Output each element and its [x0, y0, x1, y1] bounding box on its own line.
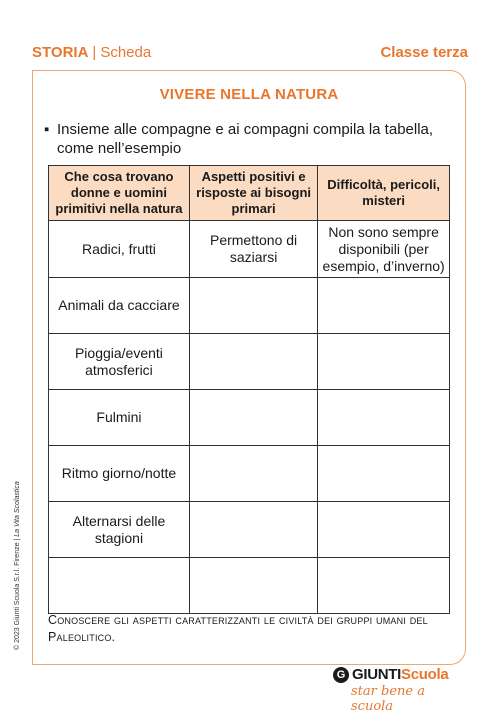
table-cell: Ritmo giorno/notte	[49, 446, 190, 502]
table-row	[49, 558, 450, 614]
brand-name-accent: Scuola	[401, 666, 449, 683]
card-left-rule	[32, 70, 33, 665]
table-cell: Animali da cacciare	[49, 278, 190, 334]
column-header: Aspetti positivi e risposte ai bisogni primari	[189, 166, 317, 221]
table-cell-input[interactable]	[318, 502, 450, 558]
table-cell-input[interactable]	[189, 334, 317, 390]
table-cell-input[interactable]	[318, 278, 450, 334]
table-cell-input[interactable]	[189, 390, 317, 446]
column-header: Difficoltà, pericoli, misteri	[318, 166, 450, 221]
copyright-notice	[14, 481, 21, 650]
learning-objective: Conoscere gli aspetti caratterizzanti le civiltà dei gruppi umani del Paleolitico.	[48, 613, 428, 644]
publisher-logo	[333, 666, 468, 714]
table-cell: Pioggia/eventi atmosferici	[49, 334, 190, 390]
table-cell-input[interactable]	[49, 558, 190, 614]
copyright-text: © 2023 Giunti Scuola S.r.l. Firenze |	[14, 538, 21, 650]
publication-name: La Vita Scolastica	[14, 481, 21, 537]
table-cell-input[interactable]	[318, 558, 450, 614]
table-cell: Fulmini	[49, 390, 190, 446]
table-row	[49, 390, 450, 446]
table-cell-input[interactable]	[318, 334, 450, 390]
table-cell-input[interactable]	[189, 558, 317, 614]
table-cell-input[interactable]	[189, 278, 317, 334]
table-cell-input[interactable]	[189, 446, 317, 502]
table-cell: Radici, frutti	[49, 221, 190, 278]
brand-tagline: star bene a scuola	[351, 684, 425, 714]
table-cell: Alternarsi delle stagioni	[49, 502, 190, 558]
table-row	[49, 446, 450, 502]
table-row	[49, 502, 450, 558]
bullet-marker: ▪	[44, 121, 50, 138]
column-header: Che cosa trovano donne e uomini primitivi nella natura	[49, 166, 190, 221]
page-header	[32, 44, 468, 64]
table-cell-input[interactable]	[318, 446, 450, 502]
subject-separator: |	[92, 44, 97, 61]
table-row	[49, 278, 450, 334]
table-cell: Non sono sempre disponibili (per esempio, d’inverno)	[318, 221, 450, 278]
worksheet-title: VIVERE NELLA NATURA	[159, 86, 339, 103]
subject-label	[32, 44, 151, 61]
grade-label: Classe terza	[380, 44, 468, 61]
giunti-logo-icon: G	[333, 667, 349, 683]
table-cell: Permettono di saziarsi	[189, 221, 317, 278]
table-row	[49, 221, 450, 278]
instruction-text: Insieme alle compagne e ai compagni compila la tabella, come nell’esempio	[57, 121, 434, 157]
section-name: Scheda	[100, 44, 152, 61]
brand-name-main: GIUNTI	[352, 666, 402, 683]
instruction	[44, 120, 454, 158]
table-cell-input[interactable]	[189, 502, 317, 558]
table-header-row	[49, 166, 450, 221]
table-cell-input[interactable]	[318, 390, 450, 446]
brand-name	[352, 666, 448, 683]
subject-name: STORIA	[32, 44, 89, 61]
table-row	[49, 334, 450, 390]
worksheet-table	[48, 165, 450, 614]
